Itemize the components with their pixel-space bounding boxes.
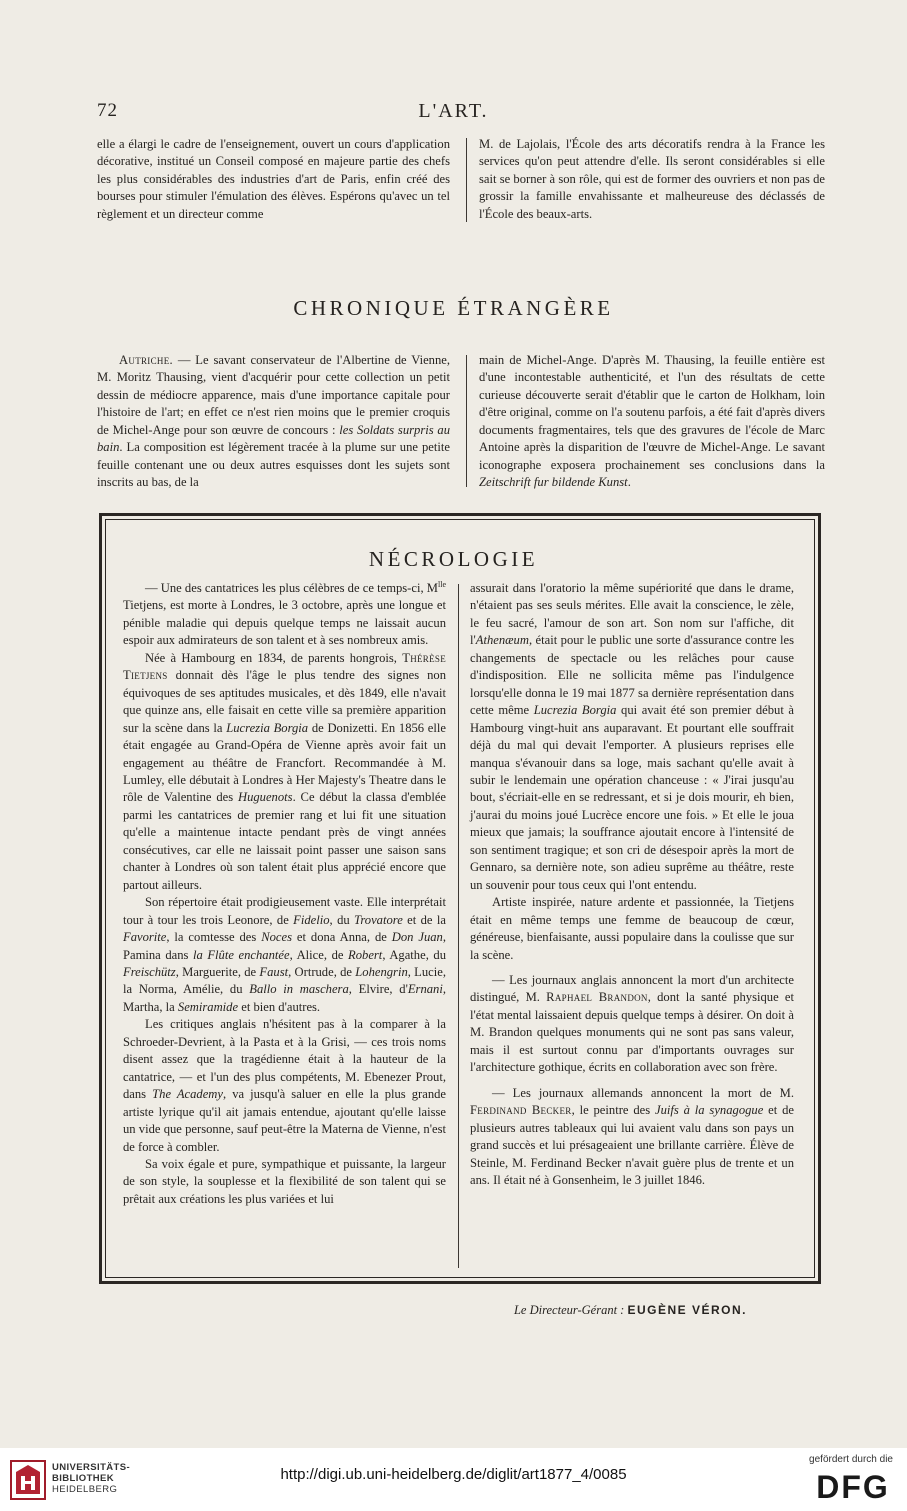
funding-note: gefördert durch die (809, 1454, 893, 1465)
text-run: , Ortrude, de (288, 964, 356, 979)
necrologie-column-right (470, 580, 794, 1189)
italic-title: Lucrezia Borgia (533, 703, 617, 718)
necrologie-paragraph (123, 894, 446, 1016)
chronique-column-left (97, 352, 450, 492)
person-name: Thérèse Tietjens (123, 650, 446, 683)
text-run: , Martha, la (123, 982, 446, 1014)
dfg-logo-icon (813, 1468, 893, 1504)
chronique-paragraph-right: main de Michel-Ange. D'après M. Thausing, la feuille entière est d'une incontestable authenticité, et l'un des résultats de cette curieuse découverte serait d'établir que le carton de Holkham, loin d'être original, comme on l'a soutenu parfois, a été fait d'après divers documents fragmentaires, tels que des gravures de l'école de Marc Antoine après la disparition de l'œuvre de Michel-Ange. Le savant iconographe exposera prochainement ses conclusions dans la Zeitschrift fur bildende Kunst. (479, 353, 825, 490)
necrologie-paragraph (123, 580, 446, 650)
text-run: , va jusqu'à saluer en elle la plus grande artiste lyrique qu'il ait jamais entendue, ajoutant qu'elle laisse un vide que personne, sauf peut-être la Materna de Vienne, n'est de force à combler. (123, 1087, 447, 1154)
italic-title: Favorite (123, 930, 167, 945)
text-run: de Donizetti. En 1856 elle était engagée au Grand-Opéra de Vienne après avoir fait un engagement au théâtre de Francfort. Recommandée à M. Lumley, elle débutait à Londres à Her Majesty's Theatre dans le rôle de Valentine des (123, 720, 446, 805)
italic-title: Juifs à la synagogue (654, 1103, 764, 1118)
italic-title: Lucrezia Borgia (226, 720, 309, 735)
italic-title: Athenæum (475, 633, 529, 648)
institution-name: UNIVERSITÄTS- BIBLIOTHEK HEIDELBERG (52, 1462, 131, 1495)
intro-paragraph-right: M. de Lajolais, l'École des arts décoratifs rendra à la France les services qu'on peut attendre d'elle. Ils seront considérables si elle sait se borner à son rôle, qui est de former des ouvriers et non pas de grossir la famille envahissante et malheureuse des déclassés de l'École des beaux-arts. (479, 137, 825, 221)
necrologie-column-left (123, 580, 446, 1208)
text-run: lle (438, 579, 446, 589)
text-run: — Une des cantatrices les plus célèbres de ce temps-ci, M (145, 581, 438, 595)
text-run: et dona Anna, de (292, 930, 392, 945)
text-run: et bien d'autres. (238, 999, 321, 1014)
country-lead: Autriche. (119, 353, 173, 367)
text-run: Née à Hambourg en 1834, de parents hongrois, (145, 650, 403, 665)
italic-title: Trovatore (354, 912, 403, 927)
column-divider (458, 584, 459, 1268)
text-run: . Ce début la classa d'emblée parmi les cantatrices de premier rang et lui fit une situation qu'elle a maintenue intacte pendant près de vingt années consécutives, car elle ne laissait point passer une saison sans chanter à Londres où son talent était plus apprécié encore que partout ailleurs. (123, 790, 446, 892)
italic-title: la Flûte enchantée (193, 947, 290, 962)
artwork-title: les Soldats surpris au bain (97, 422, 451, 455)
signature-name: EUGÈNE VÉRON. (627, 1303, 747, 1317)
text-run: , dont la santé physique et l'état mental laissaient depuis quelque temps à désirer. On doit à M. Brandon quelques monuments qui ne sont pas sans valeur, mais il est surtout connu par d'importants ouvrages sur l'architecture gothique, écrits en collaboration avec son frère. (470, 990, 795, 1075)
text-run: Artiste inspirée, nature ardente et passionnée, la Tietjens était en même temps une femme de beaucoup de cœur, généreuse, bienfaisante, aussi populaire dans la coulisse que sur la scène. (470, 895, 794, 962)
text-run: — Les journaux allemands annoncent la mort de M. (492, 1085, 794, 1100)
text-run: Tietjens, est morte à Londres, le 3 octobre, après une longue et pénible maladie qui depuis quelque temps ne laissait aucun espoir aux admirateurs de son talent et à ses nombreux amis. (123, 598, 446, 648)
running-title: L'ART. (418, 100, 489, 122)
text-run: qui avait été son premier début à Hambourg vingt-huit ans auparavant. Et pourtant elle souffrait déjà du mal qui devait l'emporter. A plusieurs reprises elle manqua s'évanouir dans sa loge, mais sachant qu'elle avait à subir le lendemain une opération chanceuse : « J'irai jusqu'au bout, s'écriait-elle en se redressant, et si je dois mourir, eh bien, j'aurai du moins joué Lucrèce encore une fois. » Et elle le joua mieux que jamais; la souffrance ajoutait encore à l'intensité de son sentiment tragique; et son cri de désespoir après la mort de Gennaro, sa dernière note, son adieu suprême au théâtre, reste un souvenir pour tous ceux qui l'ont entendu. (470, 703, 794, 892)
intro-column-right (479, 136, 825, 223)
text-run: , du (329, 912, 355, 927)
text-run: , Elvire, d' (348, 982, 408, 997)
text-run: donnait dès l'âge le plus tendre des signes non équivoques de ses aptitudes musicales, et dès 1849, elle n'avait que quinze ans, elle faisait en cette ville sa première apparition sur la scène dans la (123, 668, 446, 735)
italic-title: Ernani (407, 982, 443, 997)
italic-title: Faust (259, 964, 289, 979)
section-title-chronique: CHRONIQUE ÉTRANGÈRE (293, 296, 614, 320)
text-run: — Les journaux anglais annoncent la mort d'un architecte distingué, M. (470, 972, 794, 1005)
necrologie-paragraph (123, 1016, 446, 1156)
italic-title: Ballo in maschera (249, 982, 349, 997)
text-run: , la comtesse des (166, 930, 262, 945)
page-number: 72 (97, 100, 118, 121)
necrologie-paragraph (123, 1156, 446, 1208)
text-run: assurait dans l'oratorio la même supériorité que dans le drame, n'étaient pas ses seuls mérites. Elle avait la conscience, le zèle, le feu sacré, l'amour de son art. Son nom sur l'affiche, dit l' (470, 581, 794, 648)
text-run: , Alice, de (289, 947, 349, 962)
person-name: Raphael Brandon (546, 990, 648, 1005)
person-name: Ferdinand Becker (470, 1103, 572, 1118)
column-divider (466, 138, 467, 222)
column-divider (466, 355, 467, 487)
text-run: et de la (402, 912, 446, 927)
italic-title: The Academy (152, 1087, 223, 1102)
text-run: et de plusieurs autres tableaux qui lui avaient valu dans son pays un grand succès et lui présageaient une brillante carrière. Élève de Steinle, M. Ferdinand Becker n'avait guère plus de trente et un ans. Il était né à Gonsenheim, le 3 juillet 1846. (470, 1103, 794, 1187)
text-run: , le peintre des (571, 1103, 655, 1118)
necrologie-paragraph (123, 650, 446, 894)
necrologie-paragraph (470, 972, 794, 1077)
italic-title: Lohengrin (355, 964, 408, 979)
text-run: Sa voix égale et pure, sympathique et puissante, la largeur de son style, la souplesse et la flexibilité de son talent qui se prêtait aux créations les plus variées et lui (123, 1156, 446, 1206)
footer-bar (0, 1448, 907, 1511)
chronique-paragraph-left: Autriche. — Le savant conservateur de l'Albertine de Vienne, M. Moritz Thausing, vient d'acquérir pour cette collection un petit dessin de médiocre apparence, mais d'une importance capitale pour l'histoire de l'art; en effet ce n'est rien moins que le premier croquis de Michel-Ange pour son œuvre de concours : les Soldats surpris au bain. La composition est légèrement tracée à la plume sur une petite feuille contenant une ou deux autres esquisses dont les sujets sont inscrits au bas, de la (97, 353, 451, 490)
italic-title: Robert (348, 947, 383, 962)
intro-column-left (97, 136, 450, 223)
italic-title: Freischütz (123, 964, 176, 979)
text-run: , Pamina dans (123, 930, 446, 962)
italic-title: Huguenots (237, 790, 293, 805)
source-url-link[interactable]: http://digi.ub.uni-heidelberg.de/diglit/art1877_4/0085 (280, 1466, 627, 1483)
text-run: , Marguerite, de (175, 964, 260, 979)
text-run: , Agathe, du (382, 947, 447, 962)
text-run: Son répertoire était prodigieusement vaste. Elle interprétait tour à tour les trois Leonore, de (123, 895, 446, 927)
text-run: Les critiques anglais n'hésitent pas à la comparer à la Schroeder-Devrient, à la Pasta et à la Grisi, — ces trois noms disent assez que la tragédienne était à la hauteur de la cantatrice, — et l'un des plus compétents, M. Ebenezer Prout, dans (123, 1017, 446, 1102)
chronique-column-right (479, 352, 825, 492)
text-run: , était pour le public une sorte d'assurance contre les changements de spectacle ou les relâches pour cause d'indisposition. Elle ne sollicita même pas l'indulgence lorsqu'elle donna le 19 mai 1877 sa dernière représentation dans cette même (470, 633, 794, 718)
section-title-necrologie: NÉCROLOGIE (368, 547, 539, 571)
journal-title: Zeitschrift fur bildende Kunst (479, 475, 628, 490)
text-run: , Lucie, la Norma, Amélie, du (123, 964, 446, 997)
signature-line (0, 1303, 747, 1318)
italic-title: Don Juan (391, 930, 443, 945)
page-header (0, 100, 907, 130)
italic-title: Fidelio (293, 912, 330, 927)
necrologie-paragraph (470, 1085, 794, 1190)
intro-paragraph-left: elle a élargi le cadre de l'enseignement, ouvert un cours d'application décorative, institué un Conseil composé en majeure partie des chefs les plus considérables des industries d'art de Paris, enfin créé des bourses pour stimuler l'émulation des élèves. Espérons qu'avec un tel règlement et un directeur comme (97, 137, 450, 221)
necrologie-paragraph (470, 580, 794, 894)
necrologie-paragraph (470, 894, 794, 964)
dfg-logo-text: DFG (816, 1469, 890, 1504)
italic-title: Semiramide (177, 999, 239, 1014)
signature-role: Le Directeur-Gérant : (513, 1303, 628, 1317)
italic-title: Noces (261, 930, 292, 945)
